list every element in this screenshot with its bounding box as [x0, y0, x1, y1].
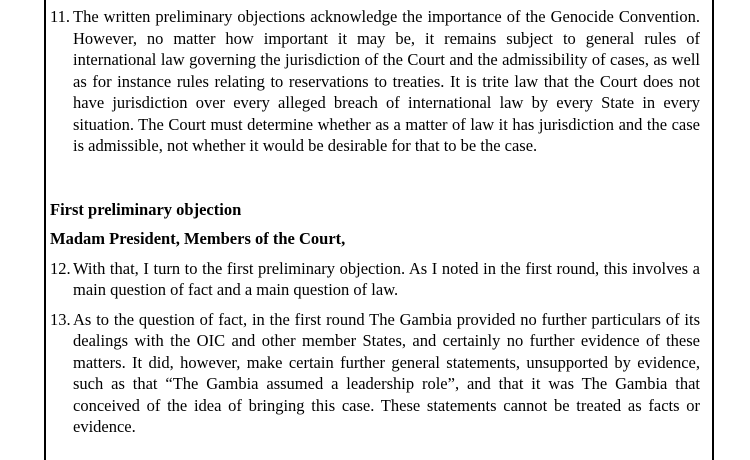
- paragraph-12: [50, 258, 700, 301]
- paragraph-11: [50, 6, 700, 157]
- paragraph-13: [50, 309, 700, 438]
- page-border-left: [44, 0, 46, 460]
- paragraph-number: 13.: [50, 309, 71, 329]
- address-heading: Madam President, Members of the Court,: [50, 229, 346, 248]
- paragraph-text: With that, I turn to the first preliminary objection. As I noted in the first round, this involves a main question of fact and a main question of law.: [73, 258, 700, 299]
- paragraph-text: As to the question of fact, in the first round The Gambia provided no further particulars of its dealings with the OIC and other member States, and certainly no further evidence of these matters. It did, however, make certain further general statements, unsupported by evidence, such as that “The Gambia assumed a leadership role”, and that it was The Gambia that conceived of the idea of bringing this case. These statements cannot be treated as facts or evidence.: [73, 309, 700, 436]
- paragraph-number: 11.: [50, 7, 71, 26]
- paragraph-number: 12.: [50, 258, 71, 278]
- section-heading: First preliminary objection: [50, 199, 242, 219]
- document-body: [50, 6, 700, 438]
- paragraph-text: The written preliminary objections acknowledge the importance of the Genocide Convention. However, no matter how important it may be, it remains subject to general rules of international law governing the jurisdiction of the Court and the admissibility of cases, as well as for instance rules relating to reservations to treaties. It is trite law that the Court does not have jurisdiction over every alleged breach of international law by every State in every situation. The Court must determine whether as a matter of law it has jurisdiction and the case is admissible, not whether it would be desirable for that to be the case.: [73, 7, 700, 155]
- page-border-right: [712, 0, 714, 460]
